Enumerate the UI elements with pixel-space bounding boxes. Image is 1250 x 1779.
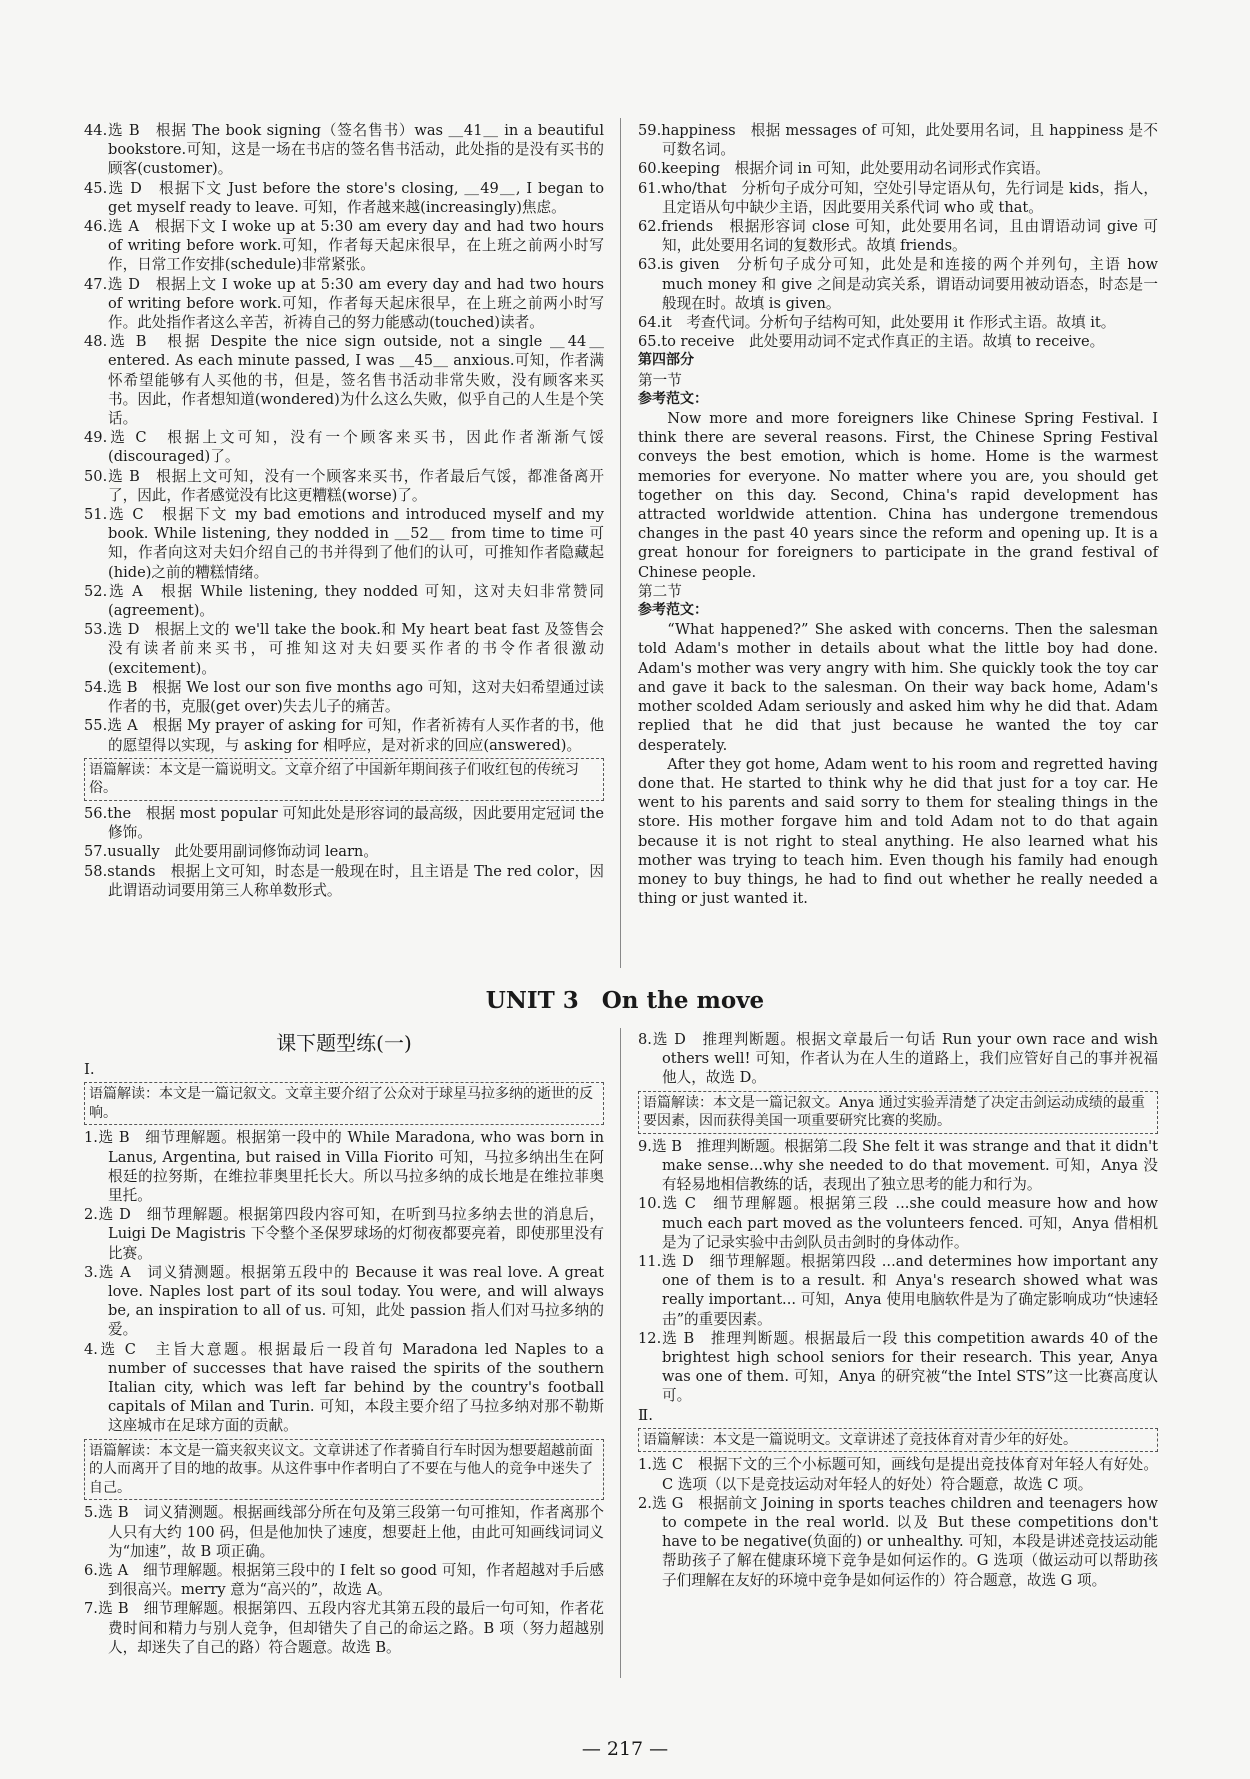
answer-item: 62.friends 根据形容词 close 可知，此处要用名词，且由谓语动词 give 可知，此处要用名词的复数形式。故填 friends。 [638, 218, 1158, 255]
answer-item: 59.happiness 根据 messages of 可知，此处要用名词，且 happiness 是不可数名词。 [638, 122, 1158, 159]
answer-item: 65.to receive 此处要用动词不定式作真正的主语。故填 to receive。 [638, 333, 1105, 351]
answer-item: 44.选 B 根据 The book signing（签名售书）was ＿41＿ in a beautiful bookstore.可知，这是一场在书店的签名售书活动，此处指的是没有买书的顾客(customer)。 [84, 122, 604, 178]
answer-item: 50.选 B 根据上文可知，没有一个顾客来买书，作者最后气馁，都准备离开了，因此，作者感觉没有比这更糟糕(worse)了。 [84, 467, 604, 504]
page-number: — 217 — [581, 1738, 669, 1760]
answer-item: 5.选 B 词义猜测题。根据画线部分所在句及第三段第一句可推知，作者离那个人只有大约 100 码，但是他加快了速度，想要赶上他，由此可知画线词词义为“加速”，故 B 项正确。 [84, 1504, 604, 1560]
answer-item: 9.选 B 推理判断题。根据第二段 She felt it was strange and that it didn't make sense...why she needed to do that movement. 可知，Anya 没有轻易地相信教练的话，表现出了独立思考的能力和行为。 [638, 1137, 1158, 1194]
answer-item: 10.选 C 细节理解题。根据第三段 ...she could measure how and how much each part moved as the volunteers fenced. 可知，Anya 借相机是为了记录实验中击剑队员击剑时的身体动作。 [638, 1195, 1158, 1251]
answer-item: 12.选 B 推理判断题。根据最后一段 this competition awards 40 of the brightest high school seniors for their research. This year, Anya was one of them. 可知，Anya 的研究被“the Intel STS”这一比赛高度认可。 [638, 1329, 1158, 1405]
answer-item: 6.选 A 细节理解题。根据第三段中的 I felt so good 可知，作者超越对手后感到很高兴。merry 意为“高兴的”，故选 A。 [84, 1562, 604, 1599]
answer-item: 52.选 A 根据 While listening, they nodded 可知，这对夫妇非常赞同(agreement)。 [84, 582, 604, 620]
model-essay: “What happened?” She asked with concerns. Then the salesman told Adam's mother in details about what the little boy had done. Adam's mother was very angry with him. She quickly took the toy car and gave it back to the salesman. On their way back home, Adam's mother scolded Adam seriously and asked him why he did that. Adam replied that he did that just because he wanted the toy car desperately. [638, 621, 1158, 754]
answer-item: 61.who/that 分析句子成分可知，空处引导定语从句，先行词是 kids，指人，且定语从句中缺少主语，因此要用关系代词 who 或 that。 [638, 179, 1158, 216]
answer-item: 11.选 D 细节理解题。根据第四段 ...and determines how important any one of them is to a result. 和 Anya's research showed what was really important... 可知，Anya 使用电脑软件是为了确定影响成功“快速轻击”的重要因素。 [638, 1253, 1158, 1328]
model-essay: After they got home, Adam went to his room and regretted having done that. He started to think why he did that just for a toy car. He went to his parents and said sorry to them for stealing things in the store. His mother forgave him and told Adam not to do that again because it is not right to steal anything. He also learned what his mother was trying to teach him. Even though his family had enough money to buy things, he had to find out whether he really needed a thing or just wanted it. [638, 755, 1158, 908]
answer-item: 3.选 A 词义猜测题。根据第五段中的 Because it was real love. A great love. Naples lost part of its soul today. You were, and will always be, an inspiration to all of us. 可知，此处 passion 指人们对马拉多纳的爱。 [84, 1263, 604, 1339]
passage-note: 语篇解读：本文是一篇说明文。文章介绍了中国新年期间孩子们收红包的传统习俗。 [84, 758, 604, 801]
answer-item: 51.选 C 根据下文 my bad emotions and introduced myself and my book. While listening, they nodded in ＿52＿ from time to time 可知，作者向这对夫妇介绍自己的书并得到了他们的认可，可推知作者隐藏起(hide)之前的糟糕情绪。 [84, 506, 604, 581]
answer-item: 1.选 B 细节理解题。根据第一段中的 While Maradona, who was born in Lanus, Argentina, but raised in Villa Fiorito 可知，马拉多纳出生在阿根廷的拉努斯，在维拉菲奥里托长大。所以马拉多纳的成长地是在维拉菲奥里托。 [84, 1129, 604, 1204]
answer-item: 47.选 D 根据上文 I woke up at 5:30 am every day and had two hours of writing before work.可知，作者每天起床很早，在上班之前两小时写作。此处指作者这么辛苦，祈祷自己的努力能感动(touched)读者。 [84, 275, 604, 332]
answer-item: 57.usually 此处要用副词修饰动词 learn。 [84, 843, 378, 861]
column-divider [620, 1028, 621, 1678]
answer-item: 49.选 C 根据上文可知，没有一个顾客来买书，因此作者渐渐气馁(discouraged)了。 [84, 429, 604, 466]
passage-note: 语篇解读：本文是一篇夹叙夹议文。文章讲述了作者骑自行车时因为想要超越前面的人而离开了目的地的故事。从这件事中作者明白了不要在与他人的竞争中迷失了自己。 [84, 1439, 604, 1501]
answer-item: 53.选 D 根据上文的 we'll take the book.和 My heart beat fast 及签售会没有读者前来买书，可推知这对夫妇要买作者的书令作者很激动(excitement)。 [84, 621, 604, 677]
answer-item: 4.选 C 主旨大意题。根据最后一段首句 Maradona led Naples to a number of successes that have raised the spirits of the southern Italian city, which was left far behind by the country's football capitals of Milan and Turin. 可知，本段主要介绍了马拉多纳对那不勒斯这座城市在足球方面的贡献。 [84, 1340, 604, 1435]
answer-item: 58.stands 根据上文可知，时态是一般现在时，且主语是 The red color，因此谓语动词要用第三人称单数形式。 [84, 862, 604, 899]
answer-item: 8.选 D 推理判断题。根据文章最后一句话 Run your own race and wish others well! 可知，作者认为在人生的道路上，我们应管好自己的事并祝福他人，故选 D。 [638, 1031, 1158, 1087]
answer-item: 45.选 D 根据下文 Just before the store's closing, ＿49＿, I began to get myself ready to leave. 可知，作者越来越(increasingly)焦虑。 [84, 179, 604, 216]
passage-note: 语篇解读：本文是一篇记叙文。Anya 通过实验弄清楚了决定击剑运动成绩的最重要因素，因而获得美国一项重要研究比赛的奖励。 [638, 1091, 1158, 1134]
answer-item: 63.is given 分析句子成分可知，此处是和连接的两个并列句，主语 how much money 和 give 之间是动宾关系，谓语动词要用被动语态，时态是一般现在时。故填 is given。 [638, 256, 1158, 312]
model-essay-label: 参考范文： [638, 390, 708, 407]
passage-note: 语篇解读：本文是一篇说明文。文章讲述了竞技体育对青少年的好处。 [638, 1428, 1158, 1453]
model-essay-label: 参考范文： [638, 602, 708, 619]
column-divider [620, 118, 621, 968]
unit-title: UNIT 3 On the move [485, 987, 765, 1014]
section-number: Ⅰ. [84, 1060, 95, 1078]
model-essay: Now more and more foreigners like Chinese Spring Festival. I think there are several reasons. First, the Chinese Spring Festival conveys the best emotion, which is home. Home is the warmest memories for everyone. No matter where you are, you should get together on this day. Second, China's rapid development has attracted worldwide attention. China has undergone tremendous changes in the past 40 years since the reform and opening up. It is a great honour for foreigners to participate in the grand festival of Chinese people. [638, 410, 1158, 581]
practice-section-right [638, 1030, 1158, 1590]
answer-item: 7.选 B 细节理解题。根据第四、五段内容尤其第五段的最后一句可知，作者花费时间和精力与别人竞争，但却错失了自己的命运之路。B 项（努力超越别人，却迷失了自己的路）符合题意。故选 B。 [84, 1600, 604, 1656]
answer-item: 60.keeping 根据介词 in 可知，此处要用动名词形式作宾语。 [638, 160, 1050, 178]
answers-59-65-and-writing [638, 121, 1158, 908]
section-number: Ⅱ. [638, 1405, 653, 1424]
answer-item: 2.选 D 细节理解题。根据第四段内容可知，在听到马拉多纳去世的消息后，Luigi De Magistris 下令整个圣保罗球场的灯彻夜都要亮着，即使那里没有比赛。 [84, 1206, 604, 1262]
answer-item: 2.选 G 根据前文 Joining in sports teaches children and teenagers how to compete in the real world. 以及 But these competitions don't have to be negative(负面的) or unhealthy. 可知，本段是讲述竞技运动能帮助孩子了解在健康环境下竞争是如何运作的。G 选项（做运动可以帮助孩子们理解在友好的环境中竞争是如何运作的）符合题意，故选 G 项。 [638, 1494, 1158, 1589]
answer-item: 1.选 C 根据下文的三个小标题可知，画线句是提出竞技体育对年轻人有好处。C 选项（以下是竞技运动对年轻人的好处）符合题意，故选 C 项。 [638, 1456, 1158, 1493]
answer-item: 56.the 根据 most popular 可知此处是形容词的最高级，因此要用定冠词 the 修饰。 [84, 804, 604, 842]
passage-note: 语篇解读：本文是一篇记叙文。文章主要介绍了公众对于球星马拉多纳的逝世的反响。 [84, 1082, 604, 1125]
answers-44-58 [84, 121, 604, 900]
section-heading: 第二节 [638, 582, 682, 600]
section-heading: 第一节 [638, 371, 682, 389]
practice-section-left [84, 1030, 604, 1657]
part-heading: 第四部分 [638, 352, 694, 369]
answer-item: 64.it 考查代词。分析句子结构可知，此处要用 it 作形式主语。故填 it。 [638, 314, 1116, 332]
answer-item: 55.选 A 根据 My prayer of asking for 可知，作者祈祷有人买作者的书，他的愿望得以实现，与 asking for 相呼应，是对祈求的回应(answered)。 [84, 717, 604, 754]
answer-item: 54.选 B 根据 We lost our son five months ago 可知，这对夫妇希望通过读作者的书，克服(get over)失去儿子的痛苦。 [84, 678, 604, 716]
practice-title: 课下题型练(一) [276, 1031, 412, 1055]
answer-item: 48.选 B 根据 Despite the nice sign outside, not a single ＿44＿ entered. As each minute passed, I was ＿45＿ anxious.可知，作者满怀希望能够有人买他的书，但是，签名售书活动非常失败，没有顾客来买书。因此，作者想知道(wondered)为什么这么失败，似乎自己的人生是个笑话。 [84, 333, 604, 428]
answer-item: 46.选 A 根据下文 I woke up at 5:30 am every day and had two hours of writing before work.可知，作者每天起床很早，在上班之前两小时写作，日常工作安排(schedule)非常紧张。 [84, 218, 604, 274]
